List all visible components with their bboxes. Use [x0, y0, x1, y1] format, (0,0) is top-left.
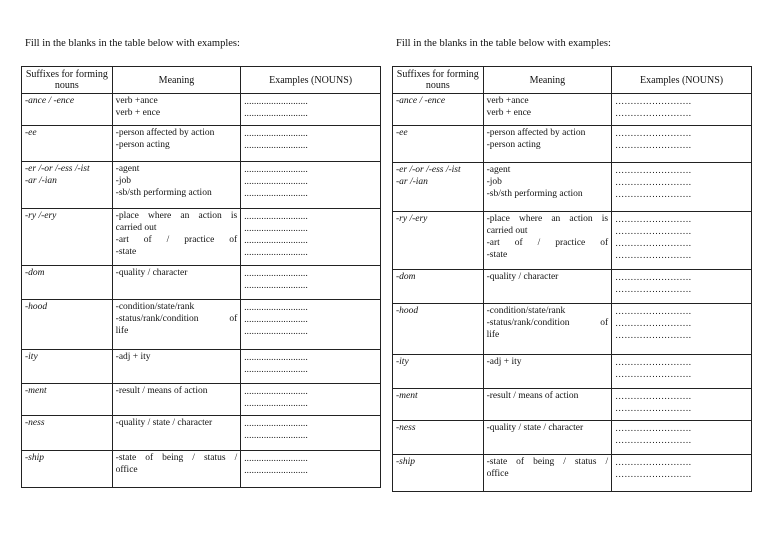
meaning-cell	[112, 451, 241, 488]
examples-cell	[612, 94, 752, 126]
meaning-text: verb +ance	[115, 96, 158, 106]
header-examples: Examples (NOUNS)	[241, 67, 381, 94]
meaning-cell	[483, 212, 612, 270]
example-blank[interactable]: …………………….	[615, 306, 692, 316]
suffix-cell	[393, 212, 484, 270]
meaning-text: -job	[486, 177, 502, 187]
suffix-text: -dom	[25, 268, 45, 278]
meaning-text: -person acting	[115, 140, 170, 150]
examples-cell	[241, 416, 381, 451]
table-row	[22, 350, 381, 384]
meaning-text: -quality / character	[115, 268, 188, 278]
examples-cell	[612, 389, 752, 421]
example-blank[interactable]: ..........................	[244, 247, 308, 257]
meaning-text: verb +ance	[486, 96, 529, 106]
suffix-text: -ship	[25, 453, 44, 463]
example-blank[interactable]: ..........................	[244, 108, 308, 118]
examples-cell	[612, 421, 752, 455]
suffix-cell	[393, 163, 484, 212]
meaning-text: -person affected by action	[486, 128, 586, 138]
examples-cell	[612, 304, 752, 355]
example-blank[interactable]: …………………….	[615, 177, 692, 187]
suffix-text: -ness	[25, 418, 45, 428]
example-blank[interactable]: …………………….	[615, 330, 692, 340]
example-blank[interactable]: …………………….	[615, 226, 692, 236]
meaning-cell	[483, 389, 612, 421]
meaning-text: -state of being / status /	[486, 457, 609, 467]
table-row	[393, 421, 752, 455]
meaning-text: -adj + ity	[115, 352, 151, 362]
example-blank[interactable]: ..........................	[244, 352, 308, 362]
suffix-text: -ity	[25, 352, 38, 362]
meaning-text: -quality / state / character	[486, 423, 584, 433]
suffix-cell	[393, 389, 484, 421]
example-blank[interactable]: ..........................	[244, 188, 308, 198]
meaning-cell	[112, 126, 241, 162]
header-examples: Examples (NOUNS)	[612, 67, 752, 94]
meaning-cell	[483, 304, 612, 355]
meaning-text: verb + ence	[486, 108, 531, 118]
meaning-text: -place where an action is	[486, 214, 609, 224]
meaning-text: office	[486, 469, 509, 479]
example-blank[interactable]: …………………….	[615, 469, 692, 479]
example-blank[interactable]: …………………….	[615, 435, 692, 445]
meaning-text: life	[115, 326, 129, 336]
example-blank[interactable]: …………………….	[615, 165, 692, 175]
example-blank[interactable]: ..........................	[244, 418, 308, 428]
suffix-cell	[22, 94, 113, 126]
table-row	[22, 451, 381, 488]
suffix-text: -ship	[396, 457, 415, 467]
examples-cell	[612, 126, 752, 163]
meaning-cell	[112, 266, 241, 300]
table-row	[393, 455, 752, 492]
examples-cell	[612, 270, 752, 304]
header-suffixes: Suffixes for forming nouns	[22, 67, 113, 94]
example-blank[interactable]: ..........................	[244, 453, 308, 463]
meaning-cell	[483, 455, 612, 492]
examples-cell	[241, 300, 381, 350]
suffix-text: -ance / -ence	[396, 96, 446, 106]
meaning-text: office	[115, 465, 138, 475]
meaning-text: -result / means of action	[486, 391, 579, 401]
meaning-cell	[112, 162, 241, 209]
examples-cell	[241, 266, 381, 300]
meaning-text: -result / means of action	[115, 386, 208, 396]
meaning-cell	[112, 350, 241, 384]
meaning-text: -agent	[486, 165, 511, 175]
examples-cell	[241, 451, 381, 488]
examples-cell	[241, 209, 381, 266]
table-row	[393, 94, 752, 126]
header-meaning: Meaning	[112, 67, 241, 94]
table-row	[22, 416, 381, 451]
example-blank[interactable]: …………………….	[615, 189, 692, 199]
meaning-cell	[112, 300, 241, 350]
example-blank[interactable]: …………………….	[615, 96, 692, 106]
table-row	[22, 300, 381, 350]
table-row	[393, 389, 752, 421]
table-row	[393, 126, 752, 163]
table-row	[22, 126, 381, 162]
suffix-text: -hood	[25, 302, 48, 312]
meaning-text: -sb/sth performing action	[486, 189, 583, 199]
examples-cell	[241, 94, 381, 126]
meaning-text: -condition/state/rank	[115, 302, 195, 312]
table-row	[393, 304, 752, 355]
suffix-cell	[22, 350, 113, 384]
suffix-text: -dom	[396, 272, 416, 282]
example-blank[interactable]: ..........................	[244, 96, 308, 106]
meaning-cell	[483, 126, 612, 163]
examples-cell	[241, 126, 381, 162]
example-blank[interactable]: ..........................	[244, 364, 308, 374]
header-meaning: Meaning	[483, 67, 612, 94]
example-blank[interactable]: …………………….	[615, 250, 692, 260]
meaning-cell	[483, 163, 612, 212]
meaning-text: -state	[115, 247, 137, 257]
examples-cell	[612, 455, 752, 492]
header-row	[22, 67, 381, 94]
meaning-text: -adj + ity	[486, 357, 522, 367]
example-blank[interactable]: …………………….	[615, 140, 692, 150]
example-blank[interactable]: …………………….	[615, 284, 692, 294]
suffix-cell	[22, 266, 113, 300]
meaning-text: -state of being / status /	[115, 453, 238, 463]
example-blank[interactable]: ..........................	[244, 164, 308, 174]
suffix-cell	[393, 270, 484, 304]
meaning-text: carried out	[115, 223, 157, 233]
suffix-cell	[393, 455, 484, 492]
suffix-text: -ness	[396, 423, 416, 433]
example-blank[interactable]: ..........................	[244, 465, 308, 475]
suffix-text: -er /-or /-ess /-ist	[396, 165, 461, 175]
suffix-table	[392, 66, 752, 492]
suffix-cell	[393, 126, 484, 163]
example-blank[interactable]: ..........................	[244, 326, 308, 336]
instruction-text: Fill in the blanks in the table below with examples:	[396, 38, 611, 49]
example-blank[interactable]: ..........................	[244, 128, 308, 138]
suffix-text: -er /-or /-ess /-ist	[25, 164, 90, 174]
meaning-cell	[483, 94, 612, 126]
meaning-cell	[112, 209, 241, 266]
example-blank[interactable]: ..........................	[244, 268, 308, 278]
table-row	[393, 212, 752, 270]
table-row	[393, 270, 752, 304]
header-row	[393, 67, 752, 94]
meaning-cell	[483, 355, 612, 389]
example-blank[interactable]: ..........................	[244, 398, 308, 408]
meaning-cell	[483, 421, 612, 455]
suffix-cell	[22, 126, 113, 162]
example-blank[interactable]: ..........................	[244, 302, 308, 312]
example-blank[interactable]: ..........................	[244, 176, 308, 186]
examples-cell	[241, 350, 381, 384]
meaning-cell	[483, 270, 612, 304]
meaning-text: -art of / practice of	[486, 238, 609, 248]
example-blank[interactable]: ..........................	[244, 235, 308, 245]
suffix-cell	[22, 451, 113, 488]
suffix-text: -ment	[25, 386, 47, 396]
example-blank[interactable]: …………………….	[615, 357, 692, 367]
example-blank[interactable]: ..........................	[244, 314, 308, 324]
example-blank[interactable]: ..........................	[244, 280, 308, 290]
table-row	[393, 355, 752, 389]
meaning-cell	[112, 384, 241, 416]
example-blank[interactable]: …………………….	[615, 318, 692, 328]
example-blank[interactable]: ..........................	[244, 140, 308, 150]
suffix-text: -ry /-ery	[25, 211, 57, 221]
meaning-text: -status/rank/condition of	[486, 318, 609, 328]
meaning-text: life	[486, 330, 500, 340]
table-row	[22, 209, 381, 266]
meaning-text: -person affected by action	[115, 128, 215, 138]
example-blank[interactable]: …………………….	[615, 391, 692, 401]
table-row	[22, 384, 381, 416]
example-blank[interactable]: ..........................	[244, 386, 308, 396]
meaning-text: -status/rank/condition of	[115, 314, 238, 324]
suffix-cell	[393, 355, 484, 389]
table-row	[22, 266, 381, 300]
meaning-cell	[112, 94, 241, 126]
suffix-cell	[22, 300, 113, 350]
table-row	[22, 162, 381, 209]
example-blank[interactable]: …………………….	[615, 128, 692, 138]
example-blank[interactable]: …………………….	[615, 238, 692, 248]
suffix-text: -ity	[396, 357, 409, 367]
example-blank[interactable]: …………………….	[615, 214, 692, 224]
table-row	[22, 94, 381, 126]
suffix-text: -ar /-ian	[396, 177, 428, 187]
header-suffixes: Suffixes for forming nouns	[393, 67, 484, 94]
suffix-table	[21, 66, 381, 488]
example-blank[interactable]: ..........................	[244, 211, 308, 221]
meaning-text: -place where an action is	[115, 211, 238, 221]
meaning-text: -job	[115, 176, 131, 186]
suffix-text: -ry /-ery	[396, 214, 428, 224]
meaning-text: -quality / state / character	[115, 418, 213, 428]
example-blank[interactable]: …………………….	[615, 457, 692, 467]
suffix-text: -ance / -ence	[25, 96, 75, 106]
meaning-text: carried out	[486, 226, 528, 236]
meaning-text: -art of / practice of	[115, 235, 238, 245]
meaning-text: -agent	[115, 164, 140, 174]
suffix-cell	[22, 384, 113, 416]
suffix-cell	[393, 304, 484, 355]
suffix-text: -ee	[396, 128, 408, 138]
meaning-text: -person acting	[486, 140, 541, 150]
examples-cell	[241, 384, 381, 416]
example-blank[interactable]: ..........................	[244, 223, 308, 233]
suffix-cell	[393, 421, 484, 455]
suffix-text: -ment	[396, 391, 418, 401]
meaning-text: verb + ence	[115, 108, 161, 118]
example-blank[interactable]: …………………….	[615, 423, 692, 433]
instruction-text: Fill in the blanks in the table below with examples:	[25, 38, 240, 49]
suffix-text: -ar /-ian	[25, 176, 57, 186]
meaning-cell	[112, 416, 241, 451]
meaning-text: -state	[486, 250, 508, 260]
examples-cell	[612, 355, 752, 389]
suffix-cell	[22, 416, 113, 451]
suffix-cell	[22, 209, 113, 266]
examples-cell	[612, 163, 752, 212]
meaning-text: -quality / character	[486, 272, 559, 282]
example-blank[interactable]: …………………….	[615, 108, 692, 118]
suffix-cell	[22, 162, 113, 209]
suffix-text: -hood	[396, 306, 419, 316]
example-blank[interactable]: …………………….	[615, 403, 692, 413]
examples-cell	[612, 212, 752, 270]
example-blank[interactable]: ..........................	[244, 430, 308, 440]
examples-cell	[241, 162, 381, 209]
suffix-text: -ee	[25, 128, 37, 138]
example-blank[interactable]: …………………….	[615, 272, 692, 282]
table-row	[393, 163, 752, 212]
meaning-text: -sb/sth performing action	[115, 188, 212, 198]
example-blank[interactable]: …………………….	[615, 369, 692, 379]
suffix-cell	[393, 94, 484, 126]
meaning-text: -condition/state/rank	[486, 306, 566, 316]
